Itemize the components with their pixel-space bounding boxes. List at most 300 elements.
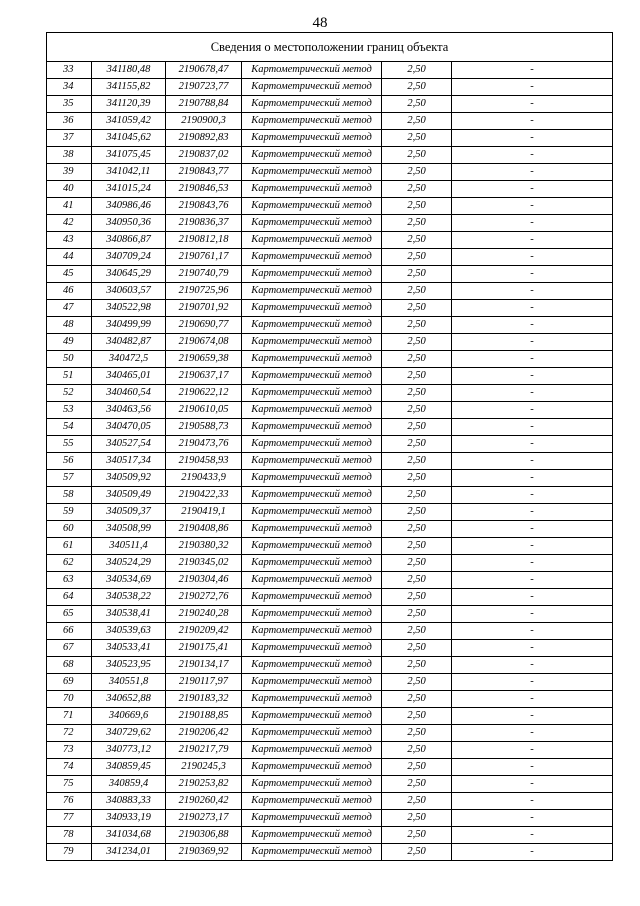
method-cell: Картометрический метод: [242, 317, 382, 334]
x-coordinate-cell: 340933,19: [92, 810, 166, 827]
y-coordinate-cell: 2190240,28: [166, 606, 242, 623]
accuracy-cell: 2,50: [382, 623, 452, 640]
accuracy-cell: 2,50: [382, 538, 452, 555]
accuracy-cell: 2,50: [382, 402, 452, 419]
x-coordinate-cell: 340509,92: [92, 470, 166, 487]
y-coordinate-cell: 2190304,46: [166, 572, 242, 589]
y-coordinate-cell: 2190761,17: [166, 249, 242, 266]
method-cell: Картометрический метод: [242, 776, 382, 793]
table-row: [47, 351, 613, 368]
table-row: [47, 793, 613, 810]
description-cell: -: [452, 606, 613, 623]
method-cell: Картометрический метод: [242, 453, 382, 470]
x-coordinate-cell: 340603,57: [92, 283, 166, 300]
method-cell: Картометрический метод: [242, 181, 382, 198]
y-coordinate-cell: 2190433,9: [166, 470, 242, 487]
y-coordinate-cell: 2190588,73: [166, 419, 242, 436]
table-row: [47, 164, 613, 181]
page-number: 48: [312, 15, 328, 31]
table-row: [47, 79, 613, 96]
method-cell: Картометрический метод: [242, 385, 382, 402]
y-coordinate-cell: 2190843,77: [166, 164, 242, 181]
description-cell: -: [452, 759, 613, 776]
y-coordinate-cell: 2190273,17: [166, 810, 242, 827]
x-coordinate-cell: 340950,36: [92, 215, 166, 232]
x-coordinate-cell: 340523,95: [92, 657, 166, 674]
x-coordinate-cell: 340533,41: [92, 640, 166, 657]
method-cell: Картометрический метод: [242, 640, 382, 657]
accuracy-cell: 2,50: [382, 844, 452, 861]
x-coordinate-cell: 340463,56: [92, 402, 166, 419]
y-coordinate-cell: 2190272,76: [166, 589, 242, 606]
accuracy-cell: 2,50: [382, 589, 452, 606]
method-cell: Картометрический метод: [242, 759, 382, 776]
table-row: [47, 300, 613, 317]
table-row: [47, 538, 613, 555]
description-cell: -: [452, 844, 613, 861]
method-cell: Картометрический метод: [242, 708, 382, 725]
point-number-cell: 59: [47, 504, 92, 521]
table-row: [47, 606, 613, 623]
x-coordinate-cell: 340883,33: [92, 793, 166, 810]
accuracy-cell: 2,50: [382, 606, 452, 623]
accuracy-cell: 2,50: [382, 504, 452, 521]
y-coordinate-cell: 2190245,3: [166, 759, 242, 776]
accuracy-cell: 2,50: [382, 181, 452, 198]
point-number-cell: 48: [47, 317, 92, 334]
accuracy-cell: 2,50: [382, 300, 452, 317]
accuracy-cell: 2,50: [382, 827, 452, 844]
point-number-cell: 79: [47, 844, 92, 861]
x-coordinate-cell: 341034,68: [92, 827, 166, 844]
point-number-cell: 46: [47, 283, 92, 300]
x-coordinate-cell: 340460,54: [92, 385, 166, 402]
x-coordinate-cell: 341059,42: [92, 113, 166, 130]
point-number-cell: 73: [47, 742, 92, 759]
description-cell: -: [452, 419, 613, 436]
point-number-cell: 66: [47, 623, 92, 640]
accuracy-cell: 2,50: [382, 283, 452, 300]
method-cell: Картометрический метод: [242, 572, 382, 589]
y-coordinate-cell: 2190622,12: [166, 385, 242, 402]
y-coordinate-cell: 2190422,33: [166, 487, 242, 504]
description-cell: -: [452, 249, 613, 266]
table-row: [47, 419, 613, 436]
accuracy-cell: 2,50: [382, 317, 452, 334]
method-cell: Картометрический метод: [242, 470, 382, 487]
accuracy-cell: 2,50: [382, 657, 452, 674]
description-cell: -: [452, 640, 613, 657]
accuracy-cell: 2,50: [382, 708, 452, 725]
method-cell: Картометрический метод: [242, 62, 382, 79]
y-coordinate-cell: 2190369,92: [166, 844, 242, 861]
y-coordinate-cell: 2190723,77: [166, 79, 242, 96]
method-cell: Картометрический метод: [242, 827, 382, 844]
x-coordinate-cell: 340508,99: [92, 521, 166, 538]
description-cell: -: [452, 810, 613, 827]
description-cell: -: [452, 266, 613, 283]
table-row: [47, 844, 613, 861]
table-row: [47, 827, 613, 844]
description-cell: -: [452, 436, 613, 453]
method-cell: Картометрический метод: [242, 334, 382, 351]
x-coordinate-cell: 340517,34: [92, 453, 166, 470]
accuracy-cell: 2,50: [382, 113, 452, 130]
table-row: [47, 402, 613, 419]
table-row: [47, 470, 613, 487]
x-coordinate-cell: 341180,48: [92, 62, 166, 79]
method-cell: Картометрический метод: [242, 164, 382, 181]
x-coordinate-cell: 340534,69: [92, 572, 166, 589]
description-cell: -: [452, 283, 613, 300]
accuracy-cell: 2,50: [382, 147, 452, 164]
point-number-cell: 33: [47, 62, 92, 79]
x-coordinate-cell: 340509,49: [92, 487, 166, 504]
method-cell: Картометрический метод: [242, 487, 382, 504]
y-coordinate-cell: 2190117,97: [166, 674, 242, 691]
description-cell: -: [452, 538, 613, 555]
point-number-cell: 52: [47, 385, 92, 402]
y-coordinate-cell: 2190900,3: [166, 113, 242, 130]
accuracy-cell: 2,50: [382, 742, 452, 759]
point-number-cell: 68: [47, 657, 92, 674]
point-number-cell: 64: [47, 589, 92, 606]
table-row: [47, 759, 613, 776]
x-coordinate-cell: 340669,6: [92, 708, 166, 725]
x-coordinate-cell: 340551,8: [92, 674, 166, 691]
description-cell: -: [452, 79, 613, 96]
table-row: [47, 283, 613, 300]
method-cell: Картометрический метод: [242, 555, 382, 572]
method-cell: Картометрический метод: [242, 113, 382, 130]
table-row: [47, 555, 613, 572]
table-row: [47, 249, 613, 266]
accuracy-cell: 2,50: [382, 640, 452, 657]
accuracy-cell: 2,50: [382, 487, 452, 504]
method-cell: Картометрический метод: [242, 283, 382, 300]
description-cell: -: [452, 232, 613, 249]
table-row: [47, 691, 613, 708]
description-cell: -: [452, 368, 613, 385]
table-row: [47, 810, 613, 827]
point-number-cell: 45: [47, 266, 92, 283]
point-number-cell: 39: [47, 164, 92, 181]
accuracy-cell: 2,50: [382, 79, 452, 96]
point-number-cell: 71: [47, 708, 92, 725]
description-cell: -: [452, 776, 613, 793]
x-coordinate-cell: 341234,01: [92, 844, 166, 861]
y-coordinate-cell: 2190740,79: [166, 266, 242, 283]
y-coordinate-cell: 2190701,92: [166, 300, 242, 317]
table-row: [47, 181, 613, 198]
method-cell: Картометрический метод: [242, 215, 382, 232]
accuracy-cell: 2,50: [382, 385, 452, 402]
x-coordinate-cell: 340524,29: [92, 555, 166, 572]
x-coordinate-cell: 341015,24: [92, 181, 166, 198]
y-coordinate-cell: 2190725,96: [166, 283, 242, 300]
x-coordinate-cell: 340527,54: [92, 436, 166, 453]
x-coordinate-cell: 340539,63: [92, 623, 166, 640]
x-coordinate-cell: 340645,29: [92, 266, 166, 283]
table-title-row: [47, 33, 613, 62]
description-cell: -: [452, 130, 613, 147]
description-cell: -: [452, 402, 613, 419]
point-number-cell: 42: [47, 215, 92, 232]
point-number-cell: 76: [47, 793, 92, 810]
y-coordinate-cell: 2190473,76: [166, 436, 242, 453]
method-cell: Картометрический метод: [242, 674, 382, 691]
x-coordinate-cell: 340709,24: [92, 249, 166, 266]
accuracy-cell: 2,50: [382, 759, 452, 776]
point-number-cell: 37: [47, 130, 92, 147]
point-number-cell: 44: [47, 249, 92, 266]
method-cell: Картометрический метод: [242, 691, 382, 708]
accuracy-cell: 2,50: [382, 232, 452, 249]
x-coordinate-cell: 340472,5: [92, 351, 166, 368]
accuracy-cell: 2,50: [382, 164, 452, 181]
accuracy-cell: 2,50: [382, 436, 452, 453]
y-coordinate-cell: 2190217,79: [166, 742, 242, 759]
accuracy-cell: 2,50: [382, 810, 452, 827]
point-number-cell: 75: [47, 776, 92, 793]
method-cell: Картометрический метод: [242, 538, 382, 555]
point-number-cell: 51: [47, 368, 92, 385]
description-cell: -: [452, 215, 613, 232]
point-number-cell: 69: [47, 674, 92, 691]
x-coordinate-cell: 340652,88: [92, 691, 166, 708]
accuracy-cell: 2,50: [382, 521, 452, 538]
table-row: [47, 521, 613, 538]
accuracy-cell: 2,50: [382, 62, 452, 79]
y-coordinate-cell: 2190175,41: [166, 640, 242, 657]
method-cell: Картометрический метод: [242, 96, 382, 113]
x-coordinate-cell: 340538,41: [92, 606, 166, 623]
point-number-cell: 54: [47, 419, 92, 436]
method-cell: Картометрический метод: [242, 79, 382, 96]
point-number-cell: 34: [47, 79, 92, 96]
x-coordinate-cell: 341042,11: [92, 164, 166, 181]
point-number-cell: 61: [47, 538, 92, 555]
accuracy-cell: 2,50: [382, 453, 452, 470]
method-cell: Картометрический метод: [242, 725, 382, 742]
accuracy-cell: 2,50: [382, 351, 452, 368]
point-number-cell: 36: [47, 113, 92, 130]
x-coordinate-cell: 341045,62: [92, 130, 166, 147]
description-cell: -: [452, 317, 613, 334]
point-number-cell: 77: [47, 810, 92, 827]
table-row: [47, 368, 613, 385]
accuracy-cell: 2,50: [382, 368, 452, 385]
y-coordinate-cell: 2190408,86: [166, 521, 242, 538]
accuracy-cell: 2,50: [382, 793, 452, 810]
x-coordinate-cell: 341075,45: [92, 147, 166, 164]
table-row: [47, 266, 613, 283]
method-cell: Картометрический метод: [242, 436, 382, 453]
accuracy-cell: 2,50: [382, 96, 452, 113]
y-coordinate-cell: 2190892,83: [166, 130, 242, 147]
method-cell: Картометрический метод: [242, 606, 382, 623]
accuracy-cell: 2,50: [382, 776, 452, 793]
description-cell: -: [452, 487, 613, 504]
table-row: [47, 674, 613, 691]
accuracy-cell: 2,50: [382, 215, 452, 232]
y-coordinate-cell: 2190610,05: [166, 402, 242, 419]
x-coordinate-cell: 340511,4: [92, 538, 166, 555]
y-coordinate-cell: 2190812,18: [166, 232, 242, 249]
method-cell: Картометрический метод: [242, 521, 382, 538]
method-cell: Картометрический метод: [242, 300, 382, 317]
x-coordinate-cell: 340538,22: [92, 589, 166, 606]
x-coordinate-cell: 340470,05: [92, 419, 166, 436]
table-row: [47, 504, 613, 521]
point-number-cell: 78: [47, 827, 92, 844]
table-row: [47, 623, 613, 640]
point-number-cell: 74: [47, 759, 92, 776]
description-cell: -: [452, 300, 613, 317]
x-coordinate-cell: 340773,12: [92, 742, 166, 759]
y-coordinate-cell: 2190188,85: [166, 708, 242, 725]
description-cell: -: [452, 589, 613, 606]
x-coordinate-cell: 340986,46: [92, 198, 166, 215]
point-number-cell: 49: [47, 334, 92, 351]
method-cell: Картометрический метод: [242, 232, 382, 249]
x-coordinate-cell: 340866,87: [92, 232, 166, 249]
method-cell: Картометрический метод: [242, 419, 382, 436]
description-cell: -: [452, 725, 613, 742]
table-row: [47, 572, 613, 589]
description-cell: -: [452, 742, 613, 759]
y-coordinate-cell: 2190260,42: [166, 793, 242, 810]
table-row: [47, 708, 613, 725]
point-number-cell: 65: [47, 606, 92, 623]
point-number-cell: 40: [47, 181, 92, 198]
description-cell: -: [452, 793, 613, 810]
method-cell: Картометрический метод: [242, 742, 382, 759]
x-coordinate-cell: 340729,62: [92, 725, 166, 742]
method-cell: Картометрический метод: [242, 504, 382, 521]
y-coordinate-cell: 2190380,32: [166, 538, 242, 555]
x-coordinate-cell: 340509,37: [92, 504, 166, 521]
y-coordinate-cell: 2190637,17: [166, 368, 242, 385]
table-row: [47, 640, 613, 657]
description-cell: -: [452, 453, 613, 470]
method-cell: Картометрический метод: [242, 351, 382, 368]
accuracy-cell: 2,50: [382, 674, 452, 691]
x-coordinate-cell: 340859,4: [92, 776, 166, 793]
accuracy-cell: 2,50: [382, 130, 452, 147]
y-coordinate-cell: 2190253,82: [166, 776, 242, 793]
method-cell: Картометрический метод: [242, 249, 382, 266]
method-cell: Картометрический метод: [242, 589, 382, 606]
table-row: [47, 198, 613, 215]
description-cell: -: [452, 572, 613, 589]
y-coordinate-cell: 2190788,84: [166, 96, 242, 113]
table-row: [47, 232, 613, 249]
method-cell: Картометрический метод: [242, 198, 382, 215]
accuracy-cell: 2,50: [382, 555, 452, 572]
table-row: [47, 725, 613, 742]
description-cell: -: [452, 351, 613, 368]
description-cell: -: [452, 521, 613, 538]
accuracy-cell: 2,50: [382, 470, 452, 487]
description-cell: -: [452, 623, 613, 640]
description-cell: -: [452, 62, 613, 79]
accuracy-cell: 2,50: [382, 419, 452, 436]
description-cell: -: [452, 691, 613, 708]
y-coordinate-cell: 2190836,37: [166, 215, 242, 232]
method-cell: Картометрический метод: [242, 266, 382, 283]
description-cell: -: [452, 504, 613, 521]
y-coordinate-cell: 2190306,88: [166, 827, 242, 844]
x-coordinate-cell: 340482,87: [92, 334, 166, 351]
point-number-cell: 62: [47, 555, 92, 572]
table-row: [47, 334, 613, 351]
y-coordinate-cell: 2190846,53: [166, 181, 242, 198]
y-coordinate-cell: 2190674,08: [166, 334, 242, 351]
description-cell: -: [452, 385, 613, 402]
point-number-cell: 38: [47, 147, 92, 164]
point-number-cell: 41: [47, 198, 92, 215]
method-cell: Картометрический метод: [242, 844, 382, 861]
method-cell: Картометрический метод: [242, 130, 382, 147]
description-cell: -: [452, 181, 613, 198]
point-number-cell: 72: [47, 725, 92, 742]
table-row: [47, 589, 613, 606]
y-coordinate-cell: 2190134,17: [166, 657, 242, 674]
x-coordinate-cell: 341120,39: [92, 96, 166, 113]
table-row: [47, 742, 613, 759]
description-cell: -: [452, 198, 613, 215]
point-number-cell: 55: [47, 436, 92, 453]
description-cell: -: [452, 827, 613, 844]
description-cell: -: [452, 96, 613, 113]
point-number-cell: 70: [47, 691, 92, 708]
description-cell: -: [452, 113, 613, 130]
y-coordinate-cell: 2190419,1: [166, 504, 242, 521]
table-row: [47, 776, 613, 793]
table-row: [47, 657, 613, 674]
method-cell: Картометрический метод: [242, 793, 382, 810]
table-row: [47, 215, 613, 232]
method-cell: Картометрический метод: [242, 147, 382, 164]
point-number-cell: 35: [47, 96, 92, 113]
point-number-cell: 43: [47, 232, 92, 249]
description-cell: -: [452, 164, 613, 181]
description-cell: -: [452, 555, 613, 572]
x-coordinate-cell: 340522,98: [92, 300, 166, 317]
y-coordinate-cell: 2190837,02: [166, 147, 242, 164]
y-coordinate-cell: 2190843,76: [166, 198, 242, 215]
point-number-cell: 67: [47, 640, 92, 657]
table-row: [47, 147, 613, 164]
description-cell: -: [452, 657, 613, 674]
description-cell: -: [452, 674, 613, 691]
method-cell: Картометрический метод: [242, 623, 382, 640]
description-cell: -: [452, 147, 613, 164]
method-cell: Картометрический метод: [242, 810, 382, 827]
description-cell: -: [452, 334, 613, 351]
y-coordinate-cell: 2190690,77: [166, 317, 242, 334]
description-cell: -: [452, 470, 613, 487]
description-cell: -: [452, 708, 613, 725]
x-coordinate-cell: 340465,01: [92, 368, 166, 385]
y-coordinate-cell: 2190183,32: [166, 691, 242, 708]
point-number-cell: 50: [47, 351, 92, 368]
accuracy-cell: 2,50: [382, 198, 452, 215]
accuracy-cell: 2,50: [382, 691, 452, 708]
boundary-coordinates-table: [46, 32, 613, 861]
table-row: [47, 96, 613, 113]
